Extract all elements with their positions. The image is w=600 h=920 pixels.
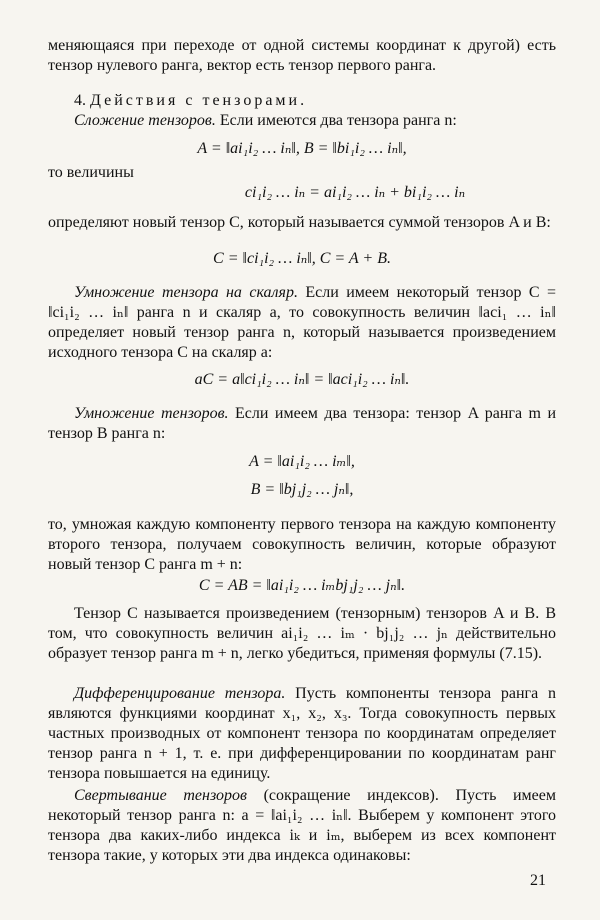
paragraph-contraction-text: (сокращение индексов). Пусть имеем некоторый тензор ранга n: a = ‖ai₁i₂ … iₙ‖. Выберем у компонент этого тензора два каких-либо индекса iₖ и iₘ, выберем из всех компонент тензора такие, у которых эти два индекса одинаковы: xyxy=(48,787,557,864)
paragraph-differentiation-title: Дифференцирование тензора. xyxy=(74,685,286,702)
formula-scalar-product: aC = a‖ci₁i₂ … iₙ‖ = ‖aci₁i₂ … iₙ‖. xyxy=(194,371,410,388)
section-number: 4. xyxy=(74,92,86,109)
formula-sum-components: ci₁i₂ … iₙ = ai₁i₂ … iₙ + bi₁i₂ … iₙ xyxy=(244,184,466,201)
paragraph-scalar-multiplication xyxy=(48,283,556,363)
formula-tensor-b-rank-n: B = ‖bj₁j₂ … jₙ‖, xyxy=(250,481,354,498)
paragraph-addition-text: Если имеются два тензора ранга n: xyxy=(219,112,457,129)
paragraph-scalar-text: Если имеем некоторый тензор C = ‖ci₁i₂ … iₙ‖ ранга n и скаляр a, то совокупность величин ‖aci₁ … iₙ‖ определяет новый тензор ранга n, который называется произведением исходного тензора C на скаляр a: xyxy=(48,284,556,361)
formula-tensors-a-b: A = ‖ai₁i₂ … iₙ‖, B = ‖bi₁i₂ … iₙ‖, xyxy=(197,140,407,157)
paragraph-addition xyxy=(48,111,556,131)
section-title: Действия с тензорами. xyxy=(90,92,308,109)
paragraph-differentiation xyxy=(48,684,556,784)
paragraph-multiplication-text: Если имеем два тензора: тензор A ранга m и тензор B ранга n: xyxy=(48,405,557,442)
paragraph-product-description: то, умножая каждую компоненту первого тензора на каждую компоненту второго тензора, получаем совокупность величин, которые образуют новый тензор C ранга m + n: xyxy=(48,516,556,573)
paragraph-addition-title: Сложение тензоров. xyxy=(74,112,216,129)
formula-sum-tensor: C = ‖ci₁i₂ … iₙ‖, C = A + B. xyxy=(213,250,391,267)
paragraph-contraction xyxy=(48,786,556,866)
paragraph-contraction-title: Свертывание тензоров xyxy=(74,787,247,804)
paragraph-product-note: Тензор C называется произведением (тензорным) тензоров A и B. В том, что совокупность величин ai₁i₂ … iₘ · bj₁j₂ … jₙ действительно образует тензор ранга m + n, легко убедиться, применяя формулы (7.15). xyxy=(48,605,556,662)
paragraph-rank-intro: меняющаяся при переходе от одной системы координат к другой) есть тензор нулевого ранга, вектор есть тензор первого ранга. xyxy=(48,37,556,74)
paragraph-scalar-title: Умножение тензора на скаляр. xyxy=(74,284,298,301)
page-number: 21 xyxy=(530,872,546,889)
formula-tensor-product: C = AB = ‖ai₁i₂ … iₘbj₁j₂ … jₙ‖. xyxy=(198,577,406,594)
section-heading xyxy=(74,91,556,111)
paragraph-differentiation-text: Пусть компоненты тензора ранга n являются функциями координат x₁, x₂, x₃. Тогда совокупность первых частных производных от компонент тензора по координатам определяет тензор ранга n + 1, т. е. при дифференцировании по координатам ранг тензора повышается на единицу. xyxy=(48,685,556,782)
paragraph-tensor-multiplication xyxy=(48,404,556,444)
paragraph-sum-definition: определяют новый тензор C, который называется суммой тензоров A и B: xyxy=(48,214,551,231)
paragraph-multiplication-title: Умножение тензоров. xyxy=(74,405,229,422)
formula-tensor-a-rank-m: A = ‖ai₁i₂ … iₘ‖, xyxy=(249,453,355,470)
paragraph-then-values: то величины xyxy=(48,164,134,181)
